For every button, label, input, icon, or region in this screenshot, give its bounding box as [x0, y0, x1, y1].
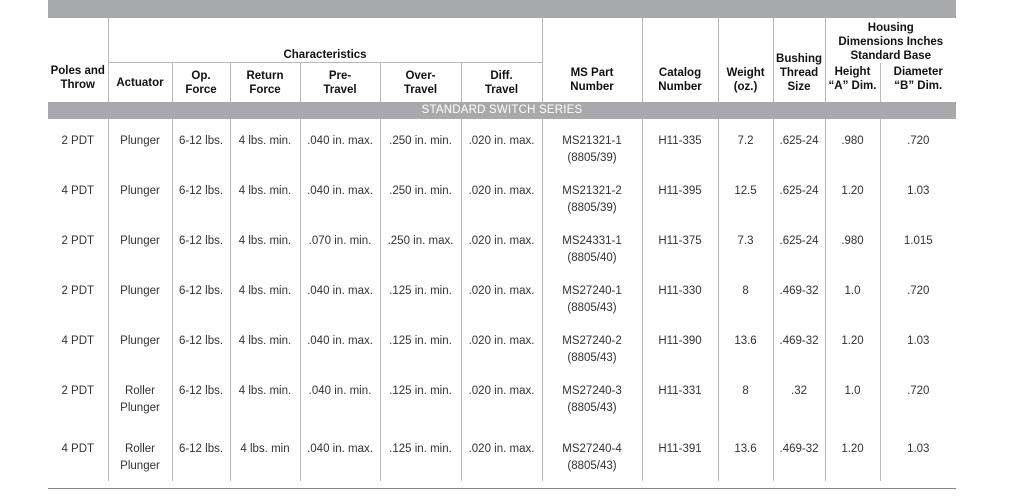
table-row [48, 319, 956, 369]
cell-weight: 7.3 [718, 219, 773, 269]
cell-poles-throw: 4 PDT [61, 443, 95, 455]
cell-diff-travel: .020 in. max. [461, 269, 542, 319]
cell-ms-part-number: MS27240-1 (8805/43) [542, 269, 642, 319]
spec-table-container [48, 0, 956, 481]
cell-actuator: Plunger [108, 319, 172, 369]
cell-return-force: 4 lbs. min [230, 419, 300, 481]
cell-over-travel: .125 in. min. [380, 419, 461, 481]
table-row [48, 169, 956, 219]
cell-catalog-number: H11-335 [642, 119, 718, 169]
table-row [48, 269, 956, 319]
cell-actuator: Roller Plunger [108, 369, 172, 419]
cell-actuator: Plunger [108, 219, 172, 269]
cell-op-force: 6-12 lbs. [172, 269, 230, 319]
cell-actuator: Plunger [108, 269, 172, 319]
cell-over-travel: .125 in. min. [380, 269, 461, 319]
top-bar [48, 0, 956, 18]
cell-actuator: Plunger [108, 169, 172, 219]
cell-diameter-b-dim: 1.03 [880, 319, 956, 369]
cell-return-force: 4 lbs. min. [230, 269, 300, 319]
cell-ms-part-number: MS21321-1 (8805/39) [542, 119, 642, 169]
header-diff-travel: Diff. Travel [461, 63, 542, 102]
cell-weight: 8 [718, 269, 773, 319]
cell-weight: 12.5 [718, 169, 773, 219]
cell-weight: 8 [718, 369, 773, 419]
header-weight: Weight (oz.) [718, 18, 773, 102]
cell-ms-part-number: MS21321-2 (8805/39) [542, 169, 642, 219]
table-row [48, 369, 956, 419]
cell-diff-travel: .020 in. max. [461, 169, 542, 219]
standard-switch-series-band: STANDARD SWITCH SERIES [48, 102, 956, 119]
cell-actuator: Roller Plunger [108, 419, 172, 481]
cell-catalog-number: H11-391 [642, 419, 718, 481]
cell-height-a-dim: 1.0 [825, 369, 880, 419]
cell-poles-throw: 2 PDT [61, 285, 95, 297]
cell-weight: 13.6 [718, 419, 773, 481]
cell-diff-travel: .020 in. max. [461, 319, 542, 369]
cell-height-a-dim: 1.20 [825, 169, 880, 219]
header-op-force: Op. Force [172, 63, 230, 102]
cell-height-a-dim: 1.20 [825, 319, 880, 369]
cell-return-force: 4 lbs. min. [230, 369, 300, 419]
cell-diameter-b-dim: .720 [880, 369, 956, 419]
header-bushing: Bushing Thread Size [773, 18, 825, 102]
cell-height-a-dim: 1.20 [825, 419, 880, 481]
cell-height-a-dim: .980 [825, 119, 880, 169]
cell-return-force: 4 lbs. min. [230, 319, 300, 369]
cell-actuator: Plunger [108, 119, 172, 169]
cell-bushing-thread: .469-32 [773, 419, 825, 481]
header-height: Height “A” Dim. [825, 63, 880, 102]
cell-op-force: 6-12 lbs. [172, 369, 230, 419]
cell-poles-throw: 2 PDT [61, 135, 95, 147]
cell-pre-travel: .040 in. min. [300, 369, 380, 419]
cell-over-travel: .250 in. min. [380, 169, 461, 219]
table-row [48, 419, 956, 481]
cell-pre-travel: .040 in. max. [300, 319, 380, 369]
cell-bushing-thread: .625-24 [773, 219, 825, 269]
header-ms-part: MS Part Number [542, 18, 642, 102]
cell-weight: 13.6 [718, 319, 773, 369]
cell-diameter-b-dim: .720 [880, 119, 956, 169]
cell-diff-travel: .020 in. max. [461, 219, 542, 269]
cell-bushing-thread: .469-32 [773, 269, 825, 319]
cell-catalog-number: H11-395 [642, 169, 718, 219]
header-actuator: Actuator [108, 63, 172, 102]
table-row [48, 219, 956, 269]
cell-poles-throw: 2 PDT [61, 385, 95, 397]
cell-ms-part-number: MS24331-1 (8805/40) [542, 219, 642, 269]
cell-op-force: 6-12 lbs. [172, 169, 230, 219]
cell-poles-throw: 4 PDT [61, 185, 95, 197]
cell-ms-part-number: MS27240-3 (8805/43) [542, 369, 642, 419]
cell-op-force: 6-12 lbs. [172, 219, 230, 269]
cell-pre-travel: .040 in. max. [300, 169, 380, 219]
cell-ms-part-number: MS27240-4 (8805/43) [542, 419, 642, 481]
table-row [48, 119, 956, 169]
cell-pre-travel: .040 in. max. [300, 419, 380, 481]
cell-ms-part-number: MS27240-2 (8805/43) [542, 319, 642, 369]
cell-bushing-thread: .625-24 [773, 169, 825, 219]
cell-catalog-number: H11-330 [642, 269, 718, 319]
cell-over-travel: .250 in. min. [380, 119, 461, 169]
table-bottom-rule [48, 488, 956, 489]
cell-poles-throw: 4 PDT [61, 335, 95, 347]
cell-over-travel: .125 in. min. [380, 319, 461, 369]
cell-weight: 7.2 [718, 119, 773, 169]
cell-diff-travel: .020 in. max. [461, 419, 542, 481]
cell-over-travel: .125 in. min. [380, 369, 461, 419]
cell-height-a-dim: 1.0 [825, 269, 880, 319]
cell-op-force: 6-12 lbs. [172, 119, 230, 169]
cell-op-force: 6-12 lbs. [172, 319, 230, 369]
header-pre-travel: Pre- Travel [300, 63, 380, 102]
cell-poles-throw: 2 PDT [61, 235, 95, 247]
header-catalog: Catalog Number [642, 18, 718, 102]
header-return-force: Return Force [230, 63, 300, 102]
header-over-travel: Over- Travel [380, 63, 461, 102]
cell-diameter-b-dim: 1.015 [880, 219, 956, 269]
cell-op-force: 6-12 lbs. [172, 419, 230, 481]
cell-over-travel: .250 in. max. [380, 219, 461, 269]
switch-spec-table [48, 18, 956, 481]
header-housing: Housing Dimensions Inches Standard Base [825, 18, 956, 63]
header-characteristics: Characteristics [108, 18, 542, 63]
cell-diameter-b-dim: 1.03 [880, 419, 956, 481]
cell-return-force: 4 lbs. min. [230, 169, 300, 219]
cell-diff-travel: .020 in. max. [461, 119, 542, 169]
cell-diameter-b-dim: 1.03 [880, 169, 956, 219]
cell-pre-travel: .040 in. max. [300, 119, 380, 169]
cell-catalog-number: H11-375 [642, 219, 718, 269]
cell-bushing-thread: .625-24 [773, 119, 825, 169]
cell-pre-travel: .040 in. max. [300, 269, 380, 319]
cell-diameter-b-dim: .720 [880, 269, 956, 319]
cell-height-a-dim: .980 [825, 219, 880, 269]
header-poles: Poles and Throw [50, 65, 105, 91]
cell-diff-travel: .020 in. max. [461, 369, 542, 419]
cell-bushing-thread: .469-32 [773, 319, 825, 369]
cell-bushing-thread: .32 [773, 369, 825, 419]
cell-catalog-number: H11-331 [642, 369, 718, 419]
cell-return-force: 4 lbs. min. [230, 119, 300, 169]
cell-return-force: 4 lbs. min. [230, 219, 300, 269]
cell-pre-travel: .070 in. min. [300, 219, 380, 269]
header-diameter: Diameter “B” Dim. [880, 63, 956, 102]
cell-catalog-number: H11-390 [642, 319, 718, 369]
